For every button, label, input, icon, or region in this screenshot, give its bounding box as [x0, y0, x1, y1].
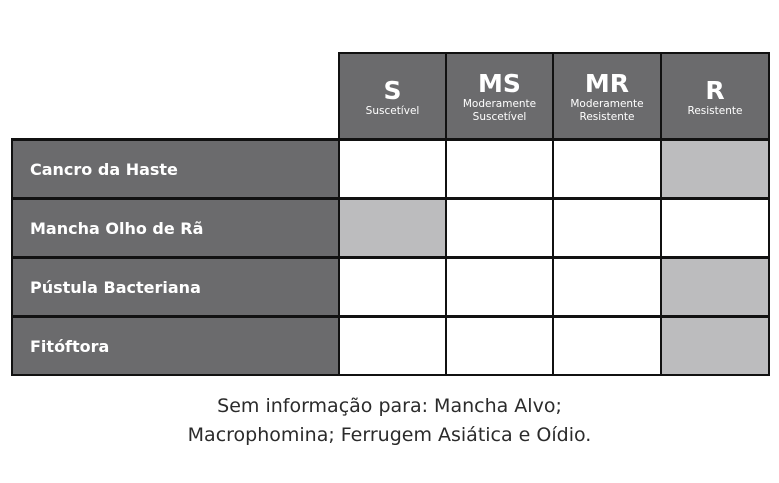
- table-cell: [340, 318, 445, 374]
- column-header-mr: [554, 54, 660, 138]
- table-cell-marked: [662, 318, 768, 374]
- footnote: [0, 392, 779, 450]
- table-cell: [447, 259, 552, 315]
- column-header-s: [340, 54, 445, 138]
- column-header-ms: [447, 54, 552, 138]
- table-corner: [11, 52, 338, 138]
- column-header-r: [662, 54, 768, 138]
- table-cell: [447, 200, 552, 256]
- footnote-line-2: Macrophomina; Ferrugem Asiática e Oídio.: [187, 424, 592, 446]
- table-cell: [340, 141, 445, 197]
- table-cell: [554, 318, 660, 374]
- table-cell: [554, 141, 660, 197]
- row-header-fitoftora: Fitóftora: [13, 318, 338, 374]
- column-label: Resistente: [687, 104, 743, 117]
- table-cell: [554, 259, 660, 315]
- column-label: Moderamente Resistente: [570, 98, 644, 123]
- column-label: Suscetível: [365, 104, 420, 117]
- row-header-mancha-olho-de-ra: Mancha Olho de Rã: [13, 200, 338, 256]
- column-code: MS: [478, 69, 521, 98]
- table-cell: [662, 200, 768, 256]
- table-cell: [554, 200, 660, 256]
- table-cell: [340, 259, 445, 315]
- column-code: S: [383, 75, 402, 105]
- table-cell: [447, 141, 552, 197]
- table-cell-marked: [340, 200, 445, 256]
- footnote-line-1: Sem informação para: Mancha Alvo;: [217, 395, 562, 417]
- table-cell: [447, 318, 552, 374]
- column-code: MR: [584, 69, 630, 98]
- table-cell-marked: [662, 259, 768, 315]
- table-cell-marked: [662, 141, 768, 197]
- column-label: Moderamente Suscetível: [462, 98, 537, 123]
- row-header-pustula-bacteriana: Pústula Bacteriana: [13, 259, 338, 315]
- row-header-cancro-da-haste: Cancro da Haste: [13, 141, 338, 197]
- resistance-table: [11, 52, 770, 376]
- column-code: R: [705, 75, 725, 105]
